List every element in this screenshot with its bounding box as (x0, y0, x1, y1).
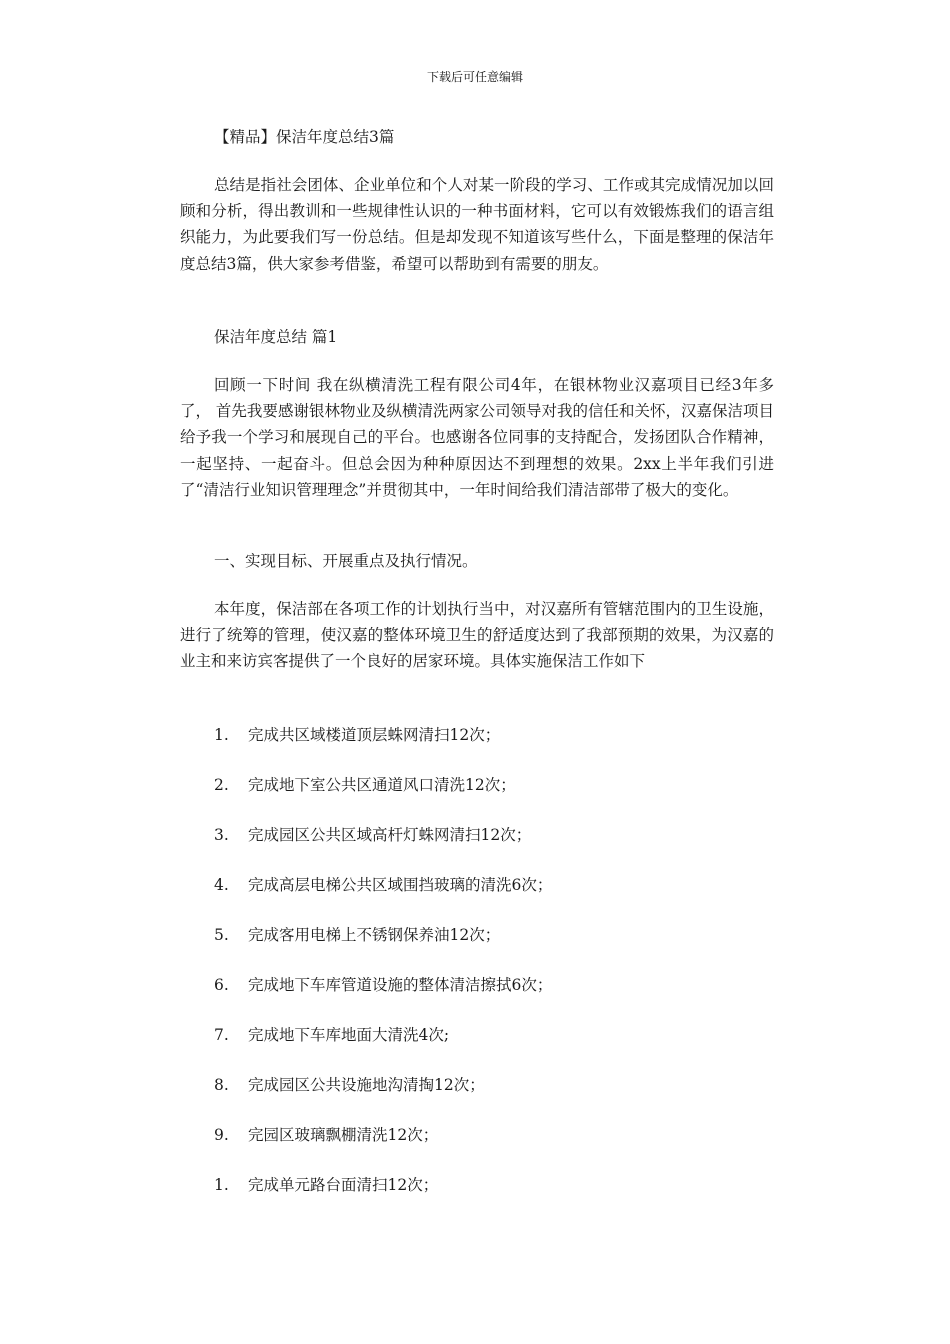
list-text: 完成高层电梯公共区域围挡玻璃的清洗6次； (248, 876, 553, 894)
document-title: 【精品】保洁年度总结3篇 (214, 128, 395, 146)
list-number: 2. (214, 776, 229, 794)
list-item (214, 772, 516, 798)
subheading: 一、实现目标、开展重点及执行情况。 (214, 552, 478, 570)
intro-paragraph: 总结是指社会团体、企业单位和个人对某一阶段的学习、工作或其完成情况加以回顾和分析，得出教训和一些规律性认识的一种书面材料，它可以有效锻炼我们的语言组织能力，为此要我们写一份总结。但是却发现不知道该写些什么，下面是整理的保洁年度总结3篇，供大家参考借鉴，希望可以帮助到有需要的朋友。 (180, 176, 774, 273)
list-text: 完成客用电梯上不锈钢保养油12次； (248, 926, 501, 944)
list-item (214, 822, 531, 848)
list-item (214, 1072, 485, 1098)
list-text: 完成单元路台面清扫12次； (248, 1176, 439, 1194)
list-text: 完成共区域楼道顶层蛛网清扫12次； (248, 726, 501, 744)
list-text: 完成地下车库管道设施的整体清洁擦拭6次； (248, 976, 553, 994)
list-text: 完成园区公共区域高杆灯蛛网清扫12次； (248, 826, 532, 844)
list-text: 完园区玻璃飘棚清洗12次； (248, 1126, 439, 1144)
list-item (214, 722, 500, 748)
section-paragraph: 回顾一下时间 我在纵横清洗工程有限公司4年，在银林物业汉嘉项目已经3年多了， 首先我要感谢银林物业及纵横清洗两家公司领导对我的信任和关怀，汉嘉保洁项目给予我一个学习和展现自己的平台。也感谢各位同事的支持配合，发扬团队合作精神，一起坚持、一起奋斗。但总会因为种种原因达不到理想的效果。2xx上半年我们引进了“清洁行业知识管理理念”并贯彻其中，一年时间给我们清洁部带了极大的变化。 (180, 376, 774, 499)
list-number: 6. (214, 976, 229, 994)
list-item (214, 1122, 438, 1148)
list-item (214, 1172, 438, 1198)
list-number: 8. (214, 1076, 229, 1094)
list-item (214, 922, 500, 948)
list-text: 完成地下室公共区通道风口清洗12次； (248, 776, 516, 794)
sub-paragraph: 本年度，保洁部在各项工作的计划执行当中，对汉嘉所有管辖范围内的卫生设施，进行了统筹的管理，使汉嘉的整体环境卫生的舒适度达到了我部预期的效果，为汉嘉的业主和来访宾客提供了一个良好的居家环境。具体实施保洁工作如下 (180, 600, 774, 671)
list-number: 7. (214, 1026, 229, 1044)
header-note: 下载后可任意编辑 (426, 70, 523, 84)
list-number: 3. (214, 826, 229, 844)
list-text: 完成园区公共设施地沟清掏12次； (248, 1076, 485, 1094)
list-number: 1. (214, 726, 229, 744)
list-number: 4. (214, 876, 229, 894)
list-number: 5. (214, 926, 229, 944)
list-number: 9. (214, 1126, 229, 1144)
list-text: 完成地下车库地面大清洗4次; (248, 1026, 450, 1044)
section-title: 保洁年度总结 篇1 (214, 328, 338, 346)
list-item (214, 872, 552, 898)
list-item (214, 1022, 449, 1048)
list-number: 1. (214, 1176, 229, 1194)
list-item (214, 972, 552, 998)
